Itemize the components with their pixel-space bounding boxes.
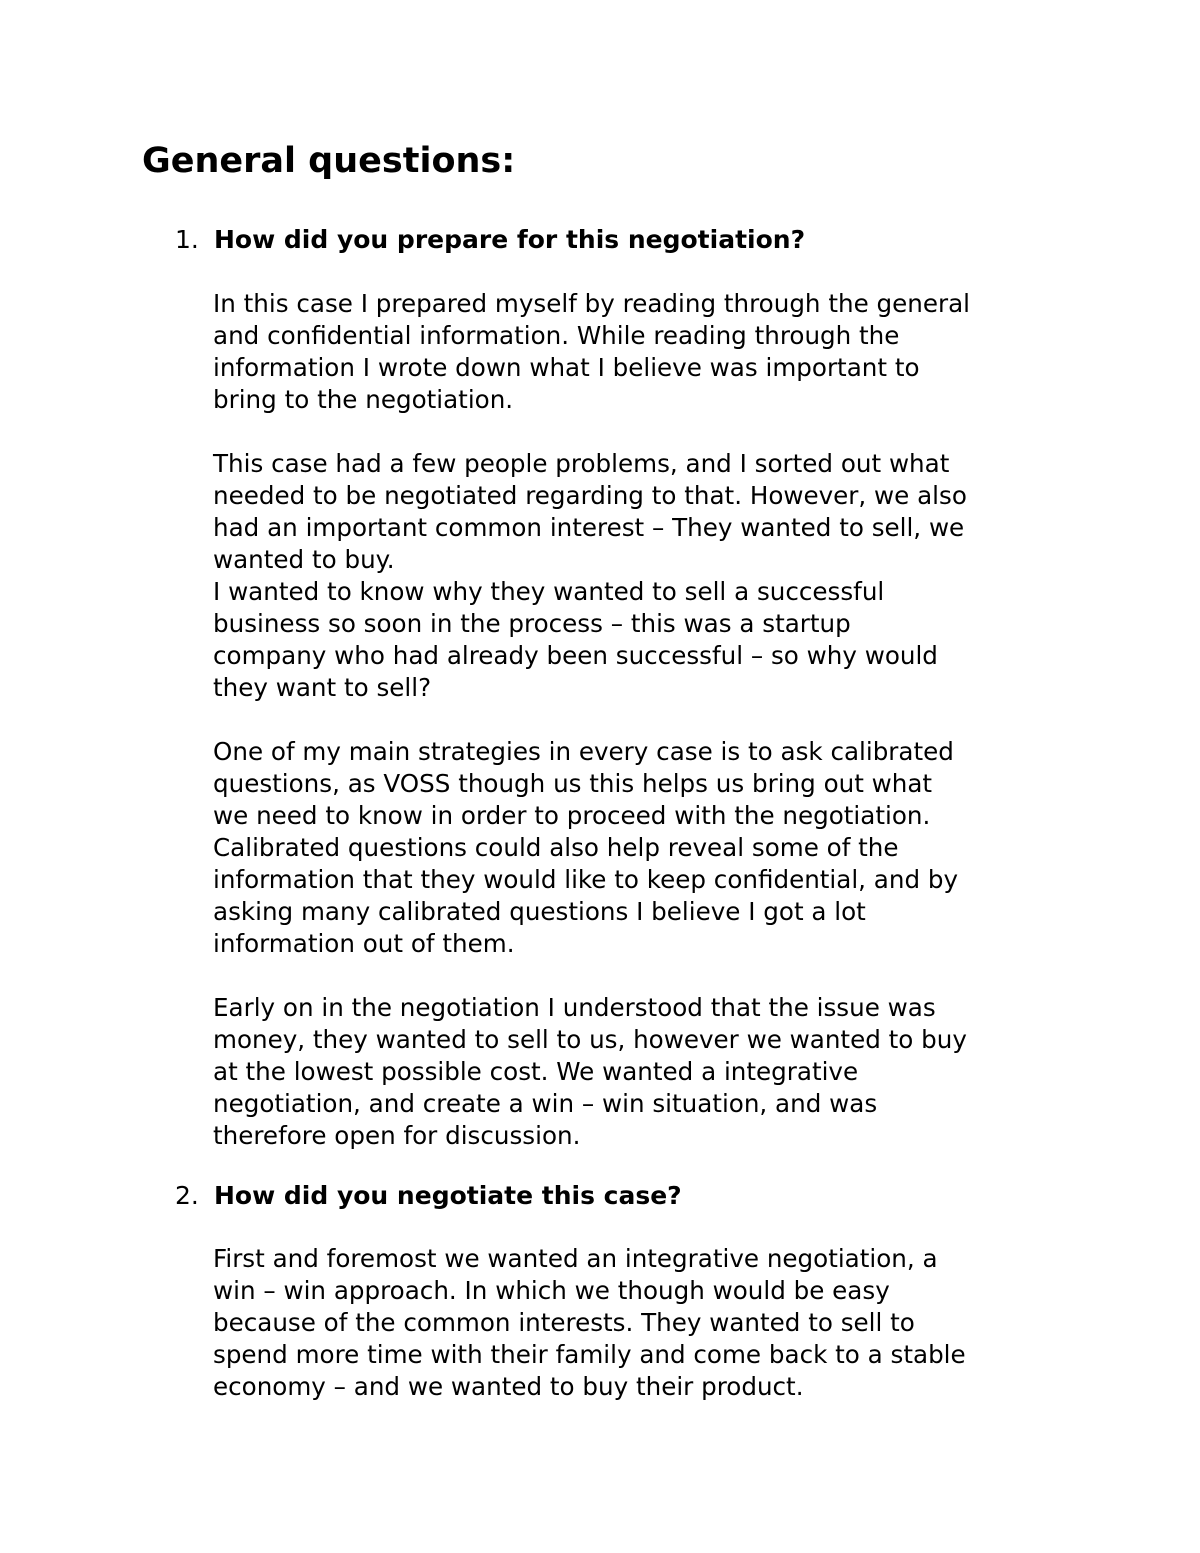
text-line: economy – and we wanted to buy their product. — [213, 1372, 804, 1401]
question-2-number: 2. — [175, 1181, 199, 1210]
text-line: questions, as VOSS though us this helps us bring out what — [213, 769, 933, 798]
text-line: Early on in the negotiation I understood that the issue was — [213, 993, 936, 1022]
text-line: In this case I prepared myself by reading through the general — [213, 289, 970, 318]
question-2-title — [175, 1180, 682, 1212]
text-line: because of the common interests. They wanted to sell to — [213, 1308, 915, 1337]
text-line: spend more time with their family and come back to a stable — [213, 1340, 966, 1369]
answer-paragraph — [213, 576, 1093, 704]
answer-paragraph — [213, 288, 1093, 416]
question-1-title — [175, 224, 805, 256]
text-line: we need to know in order to proceed with the negotiation. — [213, 801, 931, 830]
text-line: I wanted to know why they wanted to sell a successful — [213, 577, 885, 606]
text-line: negotiation, and create a win – win situation, and was — [213, 1089, 878, 1118]
text-line: they want to sell? — [213, 673, 432, 702]
question-2-answer — [213, 1243, 1093, 1403]
answer-paragraph — [213, 1243, 1093, 1403]
page-heading: General questions: — [142, 141, 516, 181]
question-1-answer — [213, 288, 1093, 1152]
text-line: therefore open for discussion. — [213, 1121, 581, 1150]
answer-paragraph — [213, 992, 1093, 1152]
text-line: Calibrated questions could also help reveal some of the — [213, 833, 899, 862]
text-line: needed to be negotiated regarding to that. However, we also — [213, 481, 967, 510]
text-line: This case had a few people problems, and I sorted out what — [213, 449, 950, 478]
text-line: information that they would like to keep confidential, and by — [213, 865, 959, 894]
text-line: and confidential information. While reading through the — [213, 321, 900, 350]
text-line: money, they wanted to sell to us, however we wanted to buy — [213, 1025, 967, 1054]
answer-paragraph — [213, 448, 1093, 576]
text-line: win – win approach. In which we though would be easy — [213, 1276, 890, 1305]
text-line: One of my main strategies in every case is to ask calibrated — [213, 737, 954, 766]
text-line: business so soon in the process – this was a startup — [213, 609, 851, 638]
answer-paragraph — [213, 736, 1093, 960]
text-line: information out of them. — [213, 929, 515, 958]
text-line: First and foremost we wanted an integrative negotiation, a — [213, 1244, 938, 1273]
text-line: wanted to buy. — [213, 545, 395, 574]
text-line: had an important common interest – They wanted to sell, we — [213, 513, 965, 542]
question-2-text: How did you negotiate this case? — [214, 1181, 682, 1210]
question-1-number: 1. — [175, 225, 199, 254]
text-line: information I wrote down what I believe was important to — [213, 353, 920, 382]
text-line: at the lowest possible cost. We wanted a integrative — [213, 1057, 859, 1086]
text-line: asking many calibrated questions I believe I got a lot — [213, 897, 866, 926]
question-1-text: How did you prepare for this negotiation? — [214, 225, 806, 254]
text-line: company who had already been successful – so why would — [213, 641, 938, 670]
text-line: bring to the negotiation. — [213, 385, 514, 414]
